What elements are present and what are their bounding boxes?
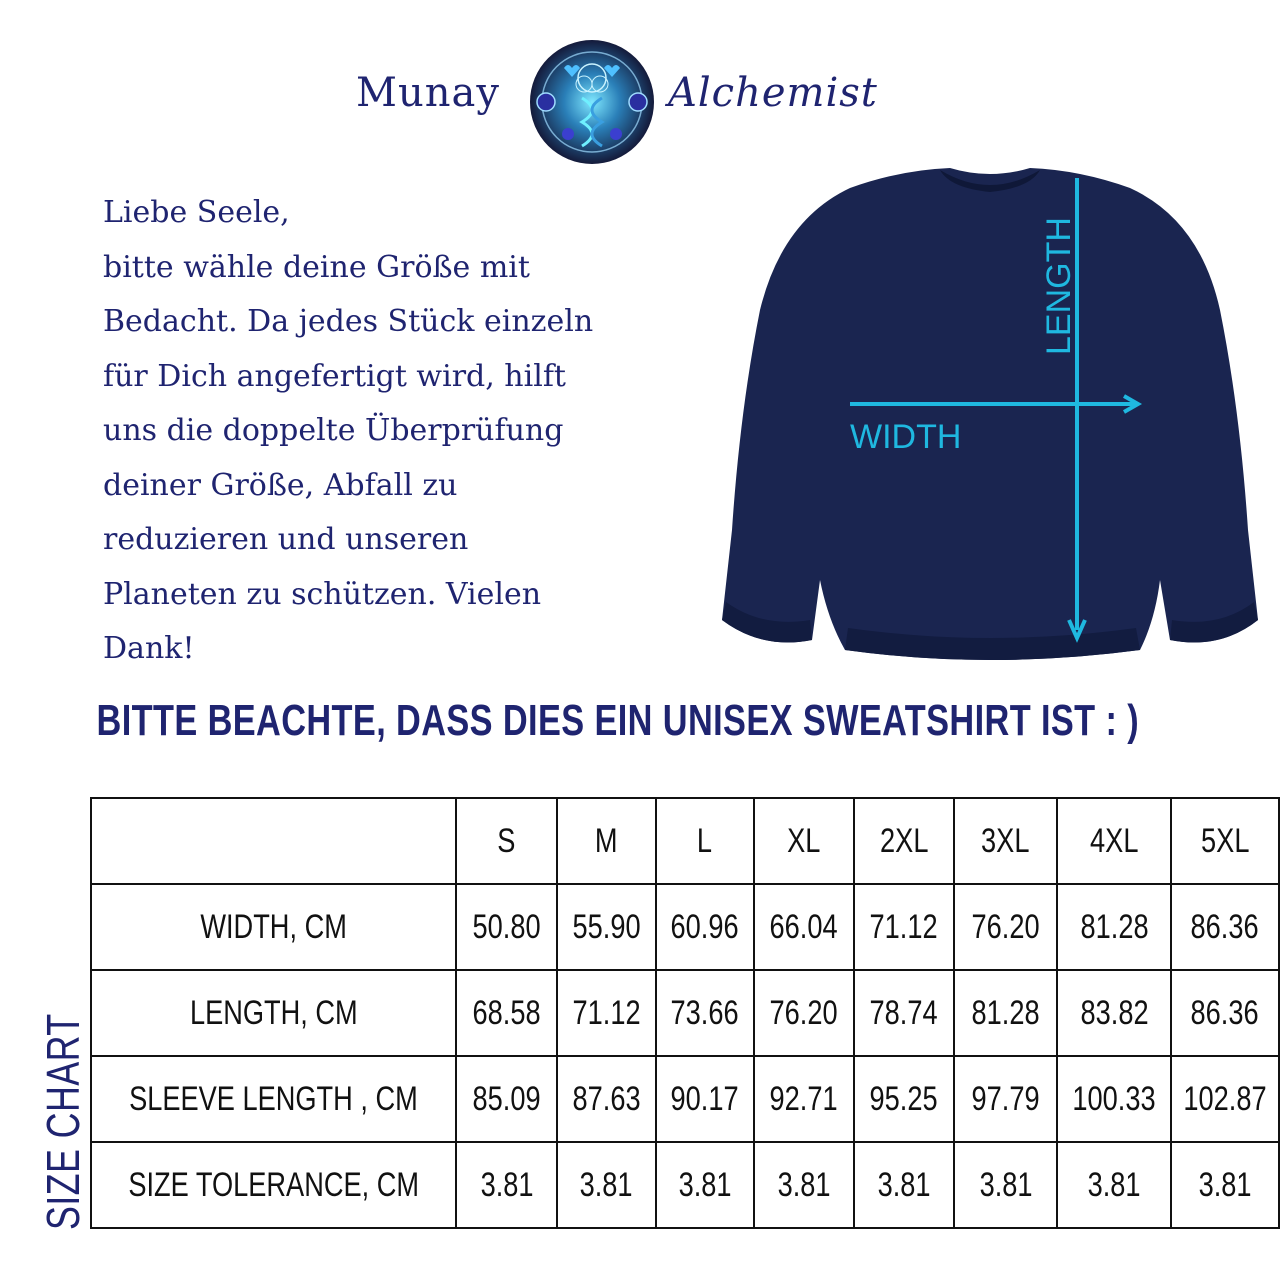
width-label: WIDTH — [850, 418, 962, 456]
table-cell: 76.20 — [754, 970, 853, 1056]
table-row — [91, 970, 1279, 1056]
table-cell: 71.12 — [557, 970, 656, 1056]
table-cell: 68.58 — [456, 970, 557, 1056]
size-chart-label-text: SIZE CHART — [37, 1013, 89, 1230]
size-header: 5XL — [1171, 798, 1279, 884]
table-cell: 85.09 — [456, 1056, 557, 1142]
table-row — [91, 1142, 1279, 1228]
table-cell: 86.36 — [1171, 884, 1279, 970]
table-row — [91, 884, 1279, 970]
table-cell: 50.80 — [456, 884, 557, 970]
size-header: 3XL — [954, 798, 1057, 884]
header-empty-cell — [91, 798, 456, 884]
row-label: SIZE TOLERANCE, CM — [91, 1142, 456, 1228]
table-cell: 83.82 — [1057, 970, 1171, 1056]
table-cell: 102.87 — [1171, 1056, 1279, 1142]
mandala-logo-icon — [528, 38, 656, 166]
table-cell: 3.81 — [754, 1142, 853, 1228]
table-cell: 87.63 — [557, 1056, 656, 1142]
row-label: WIDTH, CM — [91, 884, 456, 970]
sweatshirt-body — [722, 168, 1258, 660]
size-header: 4XL — [1057, 798, 1171, 884]
table-cell: 3.81 — [557, 1142, 656, 1228]
table-cell: 3.81 — [954, 1142, 1057, 1228]
table-cell: 81.28 — [1057, 884, 1171, 970]
table-cell: 73.66 — [656, 970, 755, 1056]
table-cell: 100.33 — [1057, 1056, 1171, 1142]
sweatshirt-diagram — [700, 150, 1280, 680]
table-cell: 3.81 — [854, 1142, 955, 1228]
size-chart-table — [90, 797, 1280, 1229]
table-cell: 95.25 — [854, 1056, 955, 1142]
table-cell: 66.04 — [754, 884, 853, 970]
unisex-notice: BITTE BEACHTE, DASS DIES EIN UNISEX SWEATSHIRT IST : ) — [96, 696, 1140, 745]
table-cell: 81.28 — [954, 970, 1057, 1056]
table-cell: 55.90 — [557, 884, 656, 970]
size-header: 2XL — [854, 798, 955, 884]
size-header: L — [656, 798, 755, 884]
table-cell: 76.20 — [954, 884, 1057, 970]
brand-name-left: Munay — [356, 70, 500, 116]
intro-message: Liebe Seele, bitte wähle deine Größe mit Bedacht. Da jedes Stück einzeln für Dich angefertigt wird, hilft uns die doppelte Überprüfung deiner Größe, Abfall zu reduzieren und unseren Planeten zu schützen. Vielen Dank! — [103, 195, 594, 666]
row-label: SLEEVE LENGTH , CM — [91, 1056, 456, 1142]
table-cell: 78.74 — [854, 970, 955, 1056]
length-label: LENGTH — [1040, 217, 1078, 355]
table-cell: 3.81 — [1171, 1142, 1279, 1228]
row-label: LENGTH, CM — [91, 970, 456, 1056]
brand-name-right: Alchemist — [668, 70, 878, 116]
table-cell: 90.17 — [656, 1056, 755, 1142]
table-header-row — [91, 798, 1279, 884]
size-header: XL — [754, 798, 853, 884]
size-header: M — [557, 798, 656, 884]
table-cell: 97.79 — [954, 1056, 1057, 1142]
table-cell: 92.71 — [754, 1056, 853, 1142]
table-cell: 3.81 — [456, 1142, 557, 1228]
size-header: S — [456, 798, 557, 884]
table-cell: 3.81 — [656, 1142, 755, 1228]
table-cell: 71.12 — [854, 884, 955, 970]
table-cell: 3.81 — [1057, 1142, 1171, 1228]
size-chart-label — [36, 952, 90, 1230]
table-cell: 60.96 — [656, 884, 755, 970]
table-row — [91, 1056, 1279, 1142]
table-cell: 86.36 — [1171, 970, 1279, 1056]
